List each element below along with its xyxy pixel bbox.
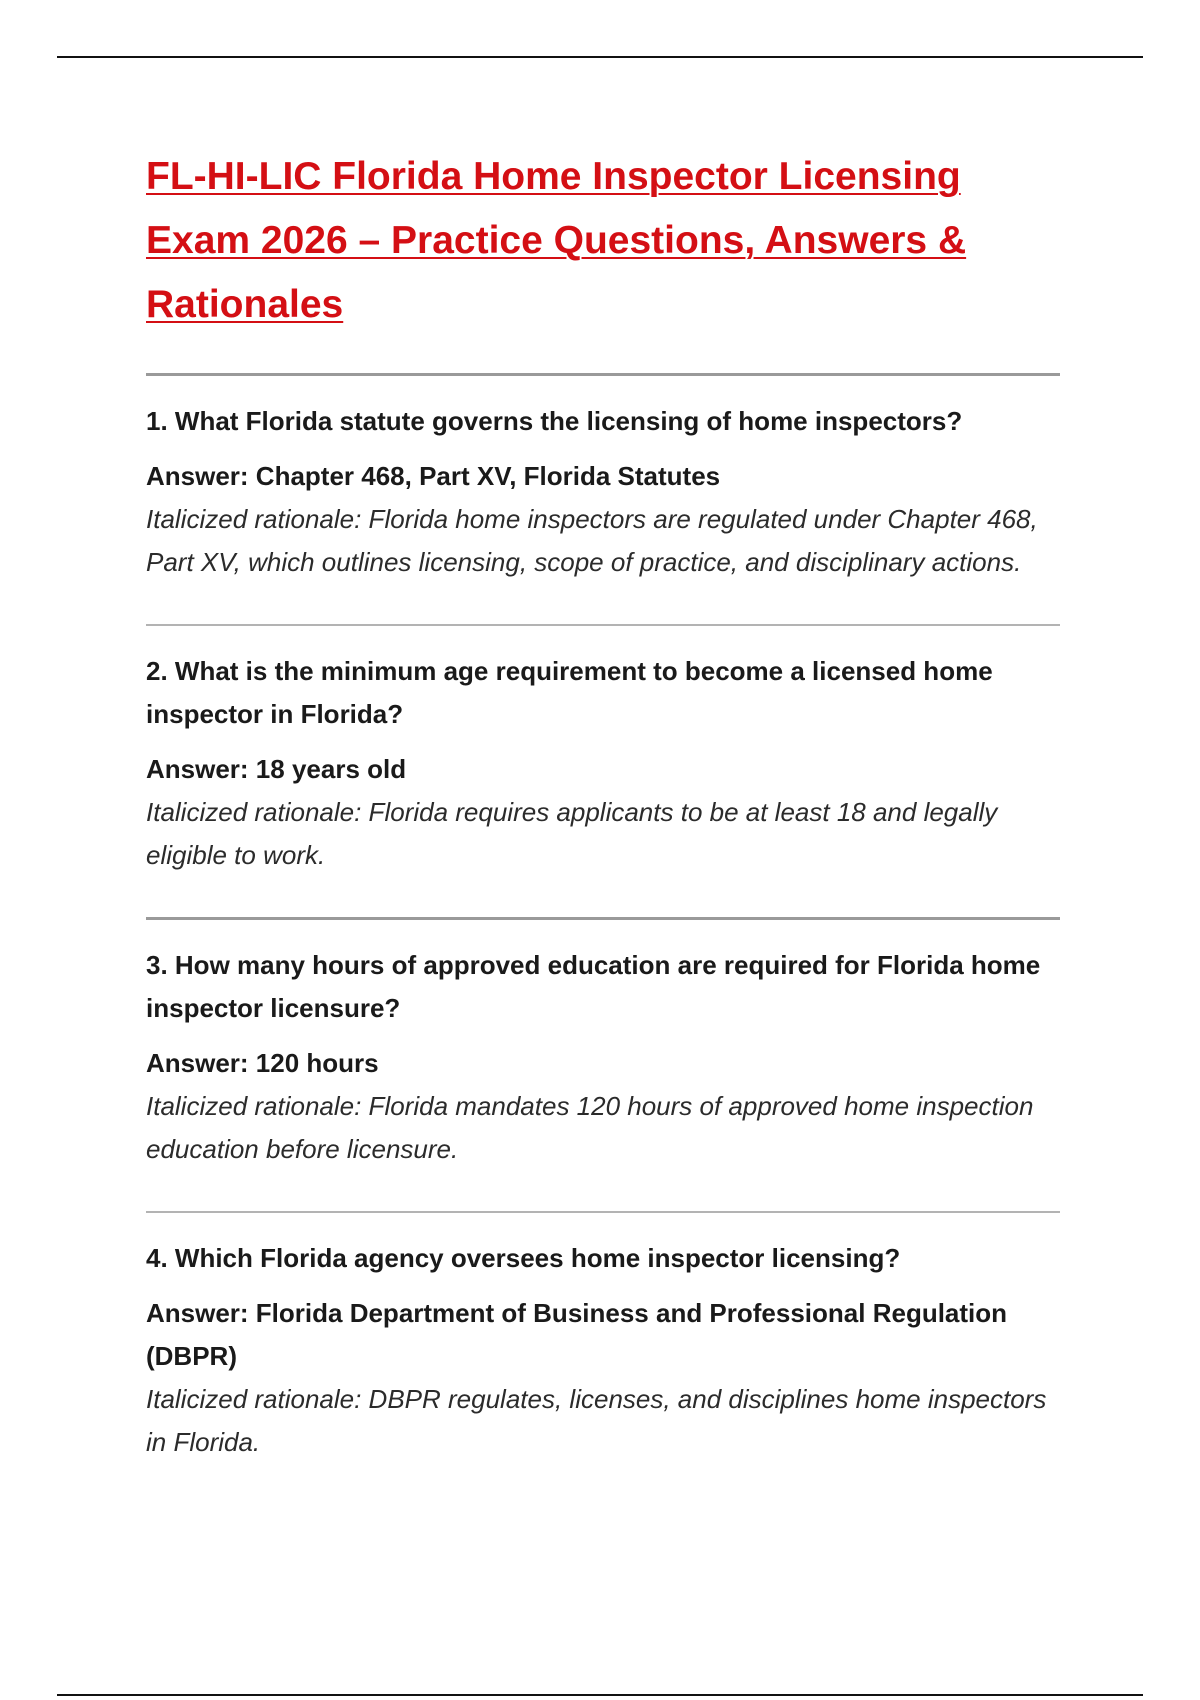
rationale-text: Italicized rationale: Florida mandates 120 hours of approved home inspection education before licensure. [146,1091,1034,1164]
rationale-text: Italicized rationale: Florida home inspectors are regulated under Chapter 468, Part XV, which outlines licensing, scope of practice, and disciplinary actions. [146,504,1038,577]
page-bottom-rule [57,1694,1143,1696]
document-title: FL-HI-LIC Florida Home Inspector Licensing Exam 2026 – Practice Questions, Answers & Rationales [146,155,967,326]
answer-text: Answer: Florida Department of Business and Professional Regulation (DBPR) [146,1298,1008,1371]
qa-item-4 [146,1213,1060,1504]
document-content [146,145,1060,1504]
qa-item-1 [146,376,1060,624]
qa-item-3 [146,920,1060,1211]
question-text: 2. What is the minimum age requirement to become a licensed home inspector in Florida? [146,656,993,729]
page-top-rule [57,56,1143,58]
rationale-text: Italicized rationale: DBPR regulates, licenses, and disciplines home inspectors in Florida. [146,1384,1047,1457]
answer-text: Answer: 120 hours [146,1048,379,1078]
question-text: 1. What Florida statute governs the licensing of home inspectors? [146,406,963,436]
answer-text: Answer: 18 years old [146,754,407,784]
question-text: 4. Which Florida agency oversees home inspector licensing? [146,1243,901,1273]
rationale-text: Italicized rationale: Florida requires applicants to be at least 18 and legally eligible to work. [146,797,998,870]
answer-text: Answer: Chapter 468, Part XV, Florida Statutes [146,461,721,491]
qa-item-2 [146,626,1060,917]
question-text: 3. How many hours of approved education are required for Florida home inspector licensure? [146,950,1041,1023]
